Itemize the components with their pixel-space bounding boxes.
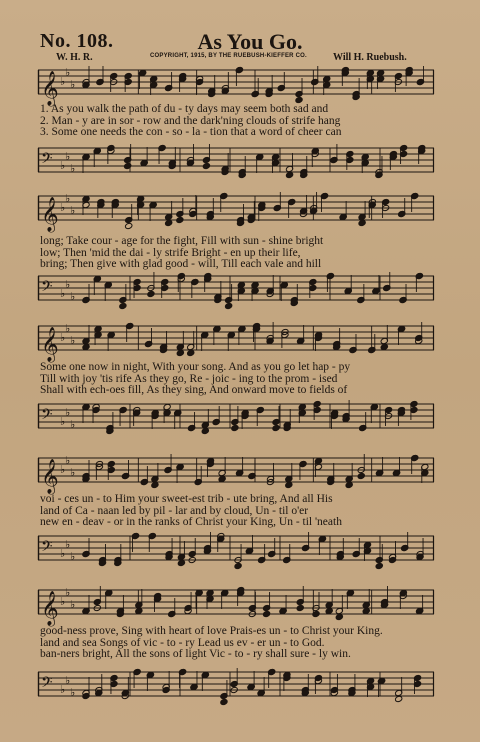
lyric-verse-3: ban-ners bright, All the sons of light Vic - to - ry shall sure - ly win.	[40, 648, 351, 660]
svg-text:♭: ♭	[60, 547, 66, 560]
lyric-verse-3: Shall with ech-oes fill, As they sing, And onward move to fields of	[40, 384, 348, 396]
svg-text:♭: ♭	[65, 278, 71, 291]
svg-text:♭: ♭	[65, 674, 71, 687]
bass-staff-4	[38, 530, 434, 574]
lyrics-system-5	[40, 626, 430, 661]
bass-staff-1	[38, 142, 434, 188]
lyrics-system-2	[40, 236, 430, 271]
svg-text:♭: ♭	[60, 595, 66, 608]
svg-text:♭: ♭	[65, 150, 71, 163]
svg-text:♭: ♭	[70, 686, 76, 699]
svg-text:♭: ♭	[60, 75, 66, 88]
treble-staff-1	[38, 64, 434, 108]
svg-text:𝄢: 𝄢	[41, 674, 53, 695]
bass-staff-3	[38, 398, 434, 442]
svg-text:♭: ♭	[65, 406, 71, 419]
svg-text:♭: ♭	[60, 159, 66, 172]
svg-text:𝄞: 𝄞	[41, 197, 59, 232]
svg-text:𝄞: 𝄞	[41, 591, 59, 626]
svg-text:♭: ♭	[65, 322, 71, 335]
svg-text:♭: ♭	[70, 418, 76, 431]
treble-staff-4	[38, 452, 434, 496]
svg-text:♭: ♭	[60, 415, 66, 428]
svg-text:♭: ♭	[65, 192, 71, 205]
lyric-verse-1: good-ness prove, Sing with heart of love Prais-es un - to Christ your King.	[40, 626, 383, 637]
svg-text:♭: ♭	[70, 162, 76, 175]
lyrics-system-4	[40, 494, 430, 529]
svg-text:♭: ♭	[70, 78, 76, 91]
svg-text:𝄞: 𝄞	[41, 71, 59, 106]
svg-text:𝄞: 𝄞	[41, 459, 59, 494]
svg-text:♭: ♭	[60, 287, 66, 300]
music-credit: Will H. Ruebush.	[333, 52, 407, 63]
svg-text:♭: ♭	[60, 463, 66, 476]
hymn-number: No. 108.	[40, 30, 114, 52]
copyright-notice: COPYRIGHT, 1915, BY THE RUEBUSH-KIEFFER CO.	[150, 53, 307, 59]
svg-text:𝄢: 𝄢	[41, 406, 53, 427]
lyric-verse-2: land of Ca - naan led by pil - lar and by cloud, Un - til o'er	[40, 504, 309, 517]
treble-staff-2	[38, 190, 434, 232]
lyrics-system-3	[40, 362, 430, 397]
svg-text:𝄞: 𝄞	[41, 327, 59, 362]
bass-staff-5	[38, 666, 434, 712]
svg-text:𝄢: 𝄢	[41, 538, 53, 559]
lyric-verse-2: low; Then 'mid the dai - ly strife Bright - en up their life,	[40, 246, 301, 259]
lyric-verse-2: 2. Man - y are in sor - row and the dark'ning clouds of strife hang	[40, 114, 341, 127]
words-credit: W. H. R.	[56, 52, 93, 63]
lyric-verse-1: voi - ces un - to Him your sweet-est trib - ute bring, And all His	[40, 494, 333, 505]
svg-text:♭: ♭	[65, 454, 71, 467]
lyric-verse-1: long; Take cour - age for the fight, Fill with sun - shine bright	[40, 236, 324, 247]
svg-text:♭: ♭	[60, 331, 66, 344]
svg-text:♭: ♭	[70, 466, 76, 479]
svg-text:♭: ♭	[70, 550, 76, 563]
svg-text:♭: ♭	[70, 334, 76, 347]
lyric-verse-3: bring; Then give with glad good - will, Till each vale and hill	[40, 258, 322, 270]
svg-text:♭: ♭	[65, 586, 71, 599]
svg-text:♭: ♭	[60, 683, 66, 696]
svg-text:♭: ♭	[70, 290, 76, 303]
lyric-verse-3: new en - deav - or in the ranks of Christ your King, Un - til 'neath	[40, 516, 342, 528]
svg-text:♭: ♭	[65, 538, 71, 551]
lyric-verse-2: Till with joy 'tis rife As they go, Re - joic - ing to the prom - ised	[40, 372, 338, 385]
lyrics-system-1	[40, 104, 430, 139]
treble-staff-3	[38, 320, 434, 364]
lyric-verse-3: 3. Some one needs the con - so - la - tion that a word of cheer can	[40, 126, 342, 138]
bass-staff-2	[38, 270, 434, 314]
treble-staff-5	[38, 584, 434, 628]
svg-text:♭: ♭	[60, 201, 66, 214]
svg-text:𝄢: 𝄢	[41, 150, 53, 171]
lyric-verse-1: Some one now in night, With your song. And as you go let hap - py	[40, 362, 351, 373]
svg-text:♭: ♭	[65, 66, 71, 79]
svg-text:♭: ♭	[70, 204, 76, 217]
lyric-verse-2: land and sea Songs of vic - to - ry Lead us ev - er un - to God.	[40, 636, 325, 649]
hymn-title: As You Go.	[197, 29, 303, 54]
lyric-verse-1: 1. As you walk the path of du - ty days may seem both sad and	[40, 104, 329, 115]
svg-text:♭: ♭	[70, 598, 76, 611]
svg-text:𝄢: 𝄢	[41, 278, 53, 299]
